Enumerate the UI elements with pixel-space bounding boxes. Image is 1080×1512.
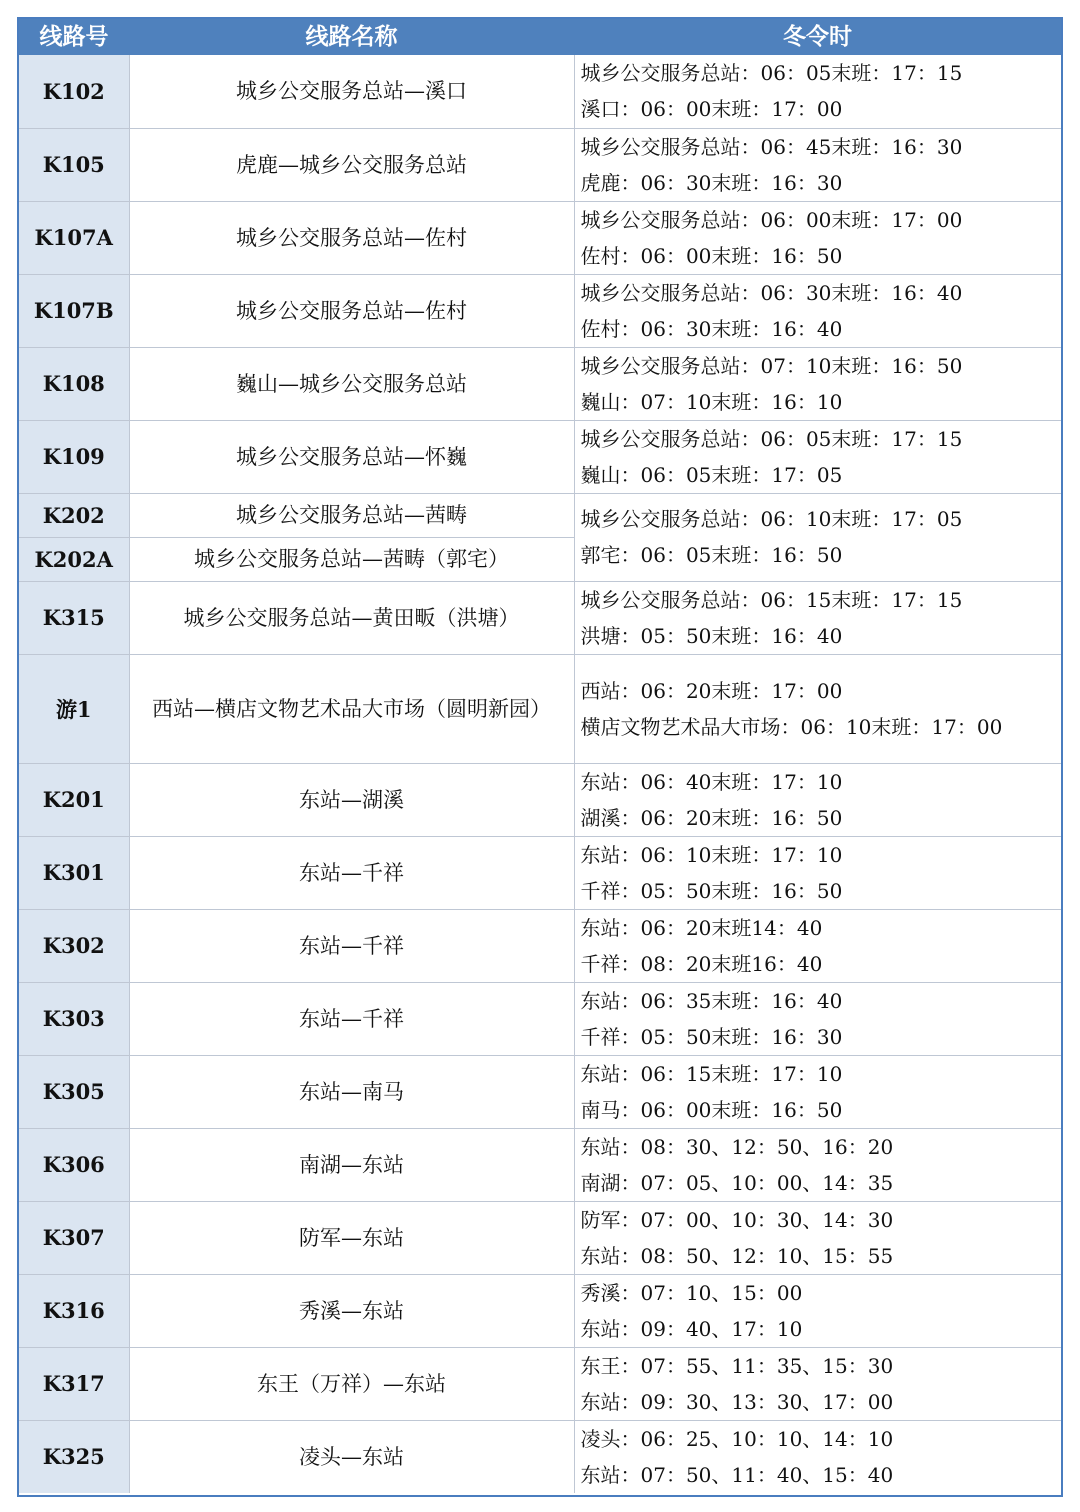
schedule-line: 城乡公交服务总站：06：00末班：17：00	[580, 207, 963, 232]
route-code: K107B	[19, 274, 129, 347]
route-code: K107A	[19, 201, 129, 274]
table-row	[19, 654, 1061, 763]
table-row	[19, 581, 1061, 654]
schedule-line: 西站：06：20末班：17：00	[580, 678, 843, 703]
route-schedule	[574, 201, 1061, 274]
schedule-line: 东站：06：40末班：17：10	[580, 769, 843, 794]
schedule-line: 郭宅：06：05末班：16：50	[580, 543, 843, 567]
schedule-line: 东站：06：35末班：16：40	[580, 988, 843, 1013]
schedule-line: 虎鹿：06：30末班：16：30	[580, 170, 843, 195]
schedule-line: 千祥：08：20末班16：40	[580, 951, 823, 976]
route-schedule	[574, 274, 1061, 347]
route-schedule	[574, 1347, 1061, 1420]
route-schedule	[574, 420, 1061, 493]
route-code: K316	[19, 1274, 129, 1347]
route-code: K307	[19, 1201, 129, 1274]
table-row	[19, 1201, 1061, 1274]
schedule-line: 东站：06：10末班：17：10	[580, 842, 843, 867]
bus-schedule-table-frame	[17, 17, 1063, 1497]
route-name: 秀溪—东站	[129, 1274, 574, 1347]
route-name: 城乡公交服务总站—溪口	[129, 55, 574, 128]
schedule-line: 千祥：05：50末班：16：50	[580, 878, 843, 903]
schedule-line: 东王：07：55、11：35、15：30	[580, 1353, 894, 1378]
table-row	[19, 347, 1061, 420]
schedule-line: 城乡公交服务总站：06：10末班：17：05	[580, 507, 963, 531]
table-row	[19, 128, 1061, 201]
schedule-line: 城乡公交服务总站：07：10末班：16：50	[580, 353, 963, 378]
table-row	[19, 274, 1061, 347]
bus-schedule-table	[19, 19, 1061, 1493]
route-name: 东王（万祥）—东站	[129, 1347, 574, 1420]
schedule-line: 东站：09：40、17：10	[580, 1316, 803, 1341]
route-code: K102	[19, 55, 129, 128]
schedule-line: 巍山：07：10末班：16：10	[580, 389, 843, 414]
schedule-line: 湖溪：06：20末班：16：50	[580, 805, 843, 830]
route-name: 东站—南马	[129, 1055, 574, 1128]
table-row	[19, 1055, 1061, 1128]
route-schedule	[574, 1055, 1061, 1128]
header-row	[19, 19, 1061, 55]
route-schedule	[574, 128, 1061, 201]
table-row	[19, 1128, 1061, 1201]
header-route-code: 线路号	[19, 19, 129, 55]
route-name: 南湖—东站	[129, 1128, 574, 1201]
route-name: 西站—横店文物艺术品大市场（圆明新园）	[129, 654, 574, 763]
schedule-line: 东站：09：30、13：30、17：00	[580, 1389, 894, 1414]
schedule-line: 东站：06：20末班14：40	[580, 915, 823, 940]
schedule-line: 城乡公交服务总站：06：05末班：17：15	[580, 426, 963, 451]
route-code: K315	[19, 581, 129, 654]
route-code: K317	[19, 1347, 129, 1420]
route-name: 凌头—东站	[129, 1420, 574, 1493]
route-schedule	[574, 982, 1061, 1055]
header-winter-schedule: 冬令时	[574, 19, 1061, 55]
route-name: 东站—千祥	[129, 982, 574, 1055]
route-schedule	[574, 581, 1061, 654]
route-name: 虎鹿—城乡公交服务总站	[129, 128, 574, 201]
schedule-line: 南马：06：00末班：16：50	[580, 1097, 843, 1122]
table-row	[19, 493, 1061, 537]
table-row	[19, 982, 1061, 1055]
route-code: K301	[19, 836, 129, 909]
route-schedule	[574, 347, 1061, 420]
route-schedule	[574, 763, 1061, 836]
schedule-line: 秀溪：07：10、15：00	[580, 1280, 803, 1305]
route-name: 巍山—城乡公交服务总站	[129, 347, 574, 420]
route-name: 城乡公交服务总站—佐村	[129, 274, 574, 347]
route-name: 城乡公交服务总站—怀巍	[129, 420, 574, 493]
route-code: K109	[19, 420, 129, 493]
table-row	[19, 1420, 1061, 1493]
route-schedule	[574, 1201, 1061, 1274]
route-name: 防军—东站	[129, 1201, 574, 1274]
route-schedule	[574, 654, 1061, 763]
route-code: K201	[19, 763, 129, 836]
schedule-line: 东站：06：15末班：17：10	[580, 1061, 843, 1086]
schedule-line: 溪口：06：00末班：17：00	[580, 97, 843, 122]
schedule-line: 佐村：06：30末班：16：40	[580, 316, 843, 341]
table-row	[19, 763, 1061, 836]
route-schedule	[574, 909, 1061, 982]
route-schedule	[574, 55, 1061, 128]
route-code: K325	[19, 1420, 129, 1493]
schedule-line: 东站：07：50、11：40、15：40	[580, 1462, 894, 1487]
table-row	[19, 420, 1061, 493]
table-row	[19, 55, 1061, 128]
schedule-line: 防军：07：00、10：30、14：30	[580, 1207, 894, 1232]
schedule-line: 横店文物艺术品大市场：06：10末班：17：00	[580, 714, 1003, 739]
route-schedule	[574, 1420, 1061, 1493]
route-code: K305	[19, 1055, 129, 1128]
schedule-line: 凌头：06：25、10：10、14：10	[580, 1426, 894, 1451]
schedule-line: 南湖：07：05、10：00、14：35	[580, 1170, 894, 1195]
schedule-line: 城乡公交服务总站：06：05末班：17：15	[580, 61, 963, 86]
route-code: K306	[19, 1128, 129, 1201]
route-code: K202	[19, 493, 129, 537]
route-name: 城乡公交服务总站—佐村	[129, 201, 574, 274]
schedule-line: 佐村：06：00末班：16：50	[580, 243, 843, 268]
table-row	[19, 1274, 1061, 1347]
route-name: 东站—湖溪	[129, 763, 574, 836]
route-name: 城乡公交服务总站—茜畴（郭宅）	[129, 537, 574, 581]
table-row	[19, 909, 1061, 982]
schedule-line: 东站：08：50、12：10、15：55	[580, 1243, 894, 1268]
route-schedule	[574, 1128, 1061, 1201]
table-row	[19, 1347, 1061, 1420]
route-schedule	[574, 493, 1061, 581]
schedule-line: 洪塘：05：50末班：16：40	[580, 623, 843, 648]
schedule-line: 东站：08：30、12：50、16：20	[580, 1134, 894, 1159]
route-schedule	[574, 1274, 1061, 1347]
table-row	[19, 836, 1061, 909]
header-route-name: 线路名称	[129, 19, 574, 55]
schedule-line: 城乡公交服务总站：06：30末班：16：40	[580, 280, 963, 305]
route-name: 东站—千祥	[129, 909, 574, 982]
schedule-line: 城乡公交服务总站：06：45末班：16：30	[580, 134, 963, 159]
schedule-line: 巍山：06：05末班：17：05	[580, 462, 843, 487]
route-code: K302	[19, 909, 129, 982]
route-code: K105	[19, 128, 129, 201]
schedule-line: 千祥：05：50末班：16：30	[580, 1024, 843, 1049]
route-code: K108	[19, 347, 129, 420]
route-code: K303	[19, 982, 129, 1055]
route-name: 城乡公交服务总站—黄田畈（洪塘）	[129, 581, 574, 654]
route-schedule	[574, 836, 1061, 909]
route-code: K202A	[19, 537, 129, 581]
route-name: 东站—千祥	[129, 836, 574, 909]
route-name: 城乡公交服务总站—茜畴	[129, 493, 574, 537]
table-row	[19, 201, 1061, 274]
schedule-line: 城乡公交服务总站：06：15末班：17：15	[580, 587, 963, 612]
route-code: 游1	[19, 654, 129, 763]
